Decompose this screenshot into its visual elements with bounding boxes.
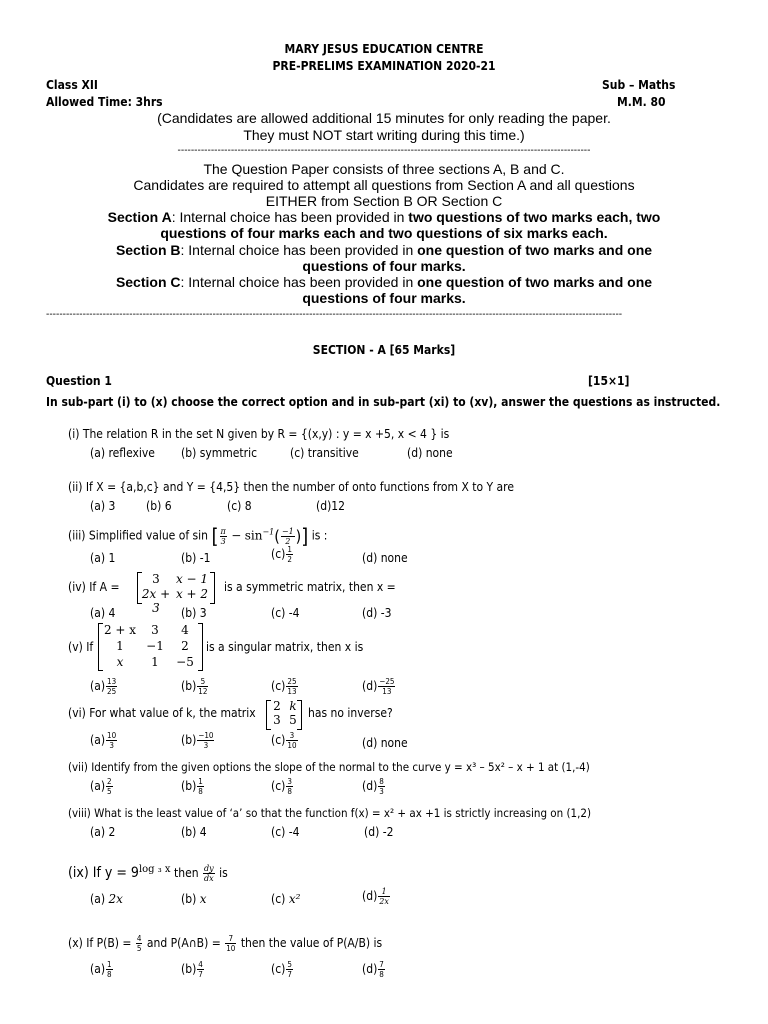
option-a: (a) 3 <box>90 499 116 513</box>
matrix-cell: k <box>289 699 297 713</box>
numerator: 5 <box>287 960 292 969</box>
numerator: 1 <box>107 960 112 969</box>
option-label: (c) <box>271 962 286 976</box>
matrix-cell: x <box>116 655 124 669</box>
fraction <box>286 545 293 564</box>
option-a <box>90 677 118 696</box>
matrix-cell: x + 2 <box>175 587 209 601</box>
denominator: 8 <box>198 787 203 796</box>
section-a-label: Section A <box>107 209 172 225</box>
numerator: 25 <box>287 677 297 686</box>
fraction <box>378 777 385 796</box>
class-label: Class XII <box>46 78 98 92</box>
fraction <box>378 887 390 906</box>
fraction <box>106 731 117 750</box>
question-viii: (viii) What is the least value of ‘a’ so that the function f(x) = x² + ax +1 is strictly increasing on (1,2) <box>68 806 592 820</box>
section-c-choice <box>0 274 768 290</box>
option-d <box>362 777 386 796</box>
question-vi-prefix: (vi) For what value of k, the matrix <box>68 706 256 720</box>
denominator: 10 <box>226 944 236 953</box>
exponent: log ₃ x <box>138 864 171 875</box>
question-text: (iii) Simplified value of sin <box>68 528 209 543</box>
section-c-bold-1: one question of two marks and one <box>417 274 653 290</box>
denominator: 2x <box>379 897 389 906</box>
question-text-mid: and P(A∩B) = <box>146 936 221 950</box>
option-b <box>181 677 209 696</box>
exam-title: PRE-PRELIMS EXAMINATION 2020-21 <box>272 59 496 73</box>
question-label: Question 1 <box>46 374 112 388</box>
denominator: 7 <box>198 970 203 979</box>
section-b-text: : Internal choice has been provided in <box>180 242 418 258</box>
section-c-text: : Internal choice has been provided in <box>180 274 418 290</box>
fraction <box>203 864 215 883</box>
question-vi-text: has no inverse? <box>308 706 393 720</box>
question-x <box>68 934 382 953</box>
fraction <box>378 677 395 696</box>
question-v-prefix: (v) If <box>68 640 94 654</box>
fraction <box>281 527 295 546</box>
numerator: 2 <box>107 777 112 786</box>
option-b <box>181 892 207 906</box>
option-a: (a) 4 <box>90 606 116 620</box>
denominator: 3 <box>379 787 384 796</box>
subject-label: Sub – Maths <box>602 78 676 92</box>
denominator: 13 <box>287 687 297 696</box>
numerator: 3 <box>287 777 292 786</box>
fraction <box>220 527 227 546</box>
fraction <box>136 934 143 953</box>
option-b: (b) 4 <box>181 825 207 839</box>
option-label: (a) <box>90 733 106 747</box>
fraction <box>106 960 113 979</box>
option-c <box>271 677 299 696</box>
denominator: 3 <box>203 741 209 750</box>
option-label: (b) <box>181 962 197 976</box>
option-label: (c) <box>271 779 286 793</box>
option-label: (b) <box>181 733 197 747</box>
numerator: 5 <box>197 677 208 687</box>
option-a <box>90 960 114 979</box>
school-name: MARY JESUS EDUCATION CENTRE <box>284 42 484 56</box>
fraction <box>106 777 113 796</box>
bracket-close: ] <box>301 524 309 548</box>
numerator: 7 <box>225 934 236 944</box>
fraction <box>197 960 204 979</box>
option-a <box>90 892 123 906</box>
option-c: (c) 8 <box>227 499 252 513</box>
option-label: (c) <box>271 547 286 561</box>
option-label: (a) <box>90 962 106 976</box>
option-label: (b) <box>181 892 197 906</box>
numerator: −25 <box>379 677 395 686</box>
matrix-cell: 2 + x <box>103 623 137 637</box>
matrix-cell: 3 <box>273 713 281 727</box>
option-c <box>271 960 294 979</box>
denominator: 3 <box>220 536 226 546</box>
fraction <box>197 777 204 796</box>
instruction: In sub-part (i) to (x) choose the correct option and in sub-part (xi) to (xv), answer the questions as instructed. <box>46 395 721 409</box>
allowed-time: Allowed Time: 3hrs <box>46 95 163 109</box>
option-c <box>271 777 294 796</box>
matrix-cell: 2 <box>181 639 189 653</box>
fraction <box>225 934 236 953</box>
option-b: (b) 6 <box>146 499 172 513</box>
matrix-bracket-right <box>210 572 215 604</box>
matrix-cell: −1 <box>146 639 164 653</box>
denominator: 25 <box>107 687 117 696</box>
matrix-cell: x − 1 <box>175 572 209 586</box>
option-b <box>181 777 205 796</box>
numerator: 7 <box>379 960 384 969</box>
option-label: (d) <box>362 962 378 976</box>
question-iv-prefix: (iv) If A = <box>68 580 120 594</box>
numerator: 13 <box>107 677 117 686</box>
question-v-text: is a singular matrix, then x is <box>206 640 364 654</box>
numerator: 1 <box>198 777 203 786</box>
option-d: (d) -3 <box>362 606 392 620</box>
option-label: (c) <box>271 733 286 747</box>
fraction <box>197 731 214 750</box>
option-b: (b) -1 <box>181 551 211 565</box>
numerator: 3 <box>286 731 297 741</box>
option-c <box>271 892 300 906</box>
matrix-cell: 2 <box>273 699 281 713</box>
fraction <box>106 677 117 696</box>
matrix-cell: 4 <box>181 623 189 637</box>
structure-line-2: Candidates are required to attempt all questions from Section A and all questions <box>133 177 635 193</box>
question-text: (x) If P(B) = <box>68 936 132 950</box>
numerator: π <box>220 526 226 536</box>
matrix-cell: 2x + 3 <box>141 587 171 615</box>
section-a-bold-1: two questions of two marks each, two <box>408 209 661 225</box>
fraction <box>286 960 293 979</box>
denominator: 2 <box>285 536 291 546</box>
question-ii: (ii) If X = {a,b,c} and Y = {4,5} then the number of onto functions from X to Y are <box>68 480 514 494</box>
section-c-bold-2: questions of four marks. <box>302 290 466 306</box>
paren-open: ( <box>274 526 280 546</box>
denominator: 8 <box>107 970 112 979</box>
denominator: 13 <box>382 687 392 696</box>
numerator: 1 <box>287 545 292 554</box>
fraction <box>286 677 297 696</box>
question-text-end: is <box>219 866 228 880</box>
option-value: x <box>199 892 207 906</box>
option-d: (d) none <box>407 446 453 460</box>
option-d: (d) none <box>362 736 408 750</box>
option-d <box>362 960 386 979</box>
fraction <box>286 731 297 750</box>
option-label: (d) <box>362 779 378 793</box>
option-c <box>271 545 294 564</box>
section-b-bold-2: questions of four marks. <box>302 258 466 274</box>
matrix-cell: 3 <box>151 623 159 637</box>
divider: ----------------------------------------------------------------------------------------------------------------------------------------------------------------------------- <box>46 309 623 320</box>
denominator: 3 <box>109 741 114 750</box>
structure-line-1: The Question Paper consists of three sections A, B and C. <box>203 161 565 177</box>
option-label: (d) <box>362 889 378 903</box>
fraction <box>378 960 385 979</box>
denominator: 8 <box>379 970 384 979</box>
numerator: 1 <box>378 887 390 897</box>
bracket-open: [ <box>211 524 219 548</box>
denominator: 5 <box>107 787 112 796</box>
fraction <box>286 777 293 796</box>
option-c: (c) -4 <box>271 606 300 620</box>
option-a: (a) 1 <box>90 551 116 565</box>
denominator: dx <box>204 874 214 883</box>
option-d: (d) none <box>362 551 408 565</box>
option-d <box>362 887 391 906</box>
option-label: (a) <box>90 779 106 793</box>
option-label: (a) <box>90 679 106 693</box>
numerator: 8 <box>379 777 384 786</box>
sin-function: sin <box>244 528 263 543</box>
max-marks: M.M. 80 <box>617 95 666 109</box>
matrix-cell: 1 <box>116 639 124 653</box>
option-value: x² <box>288 892 301 906</box>
option-b <box>181 960 205 979</box>
option-b: (b) 3 <box>181 606 207 620</box>
question-iv-text: is a symmetric matrix, then x = <box>224 580 396 594</box>
section-b-choice <box>0 242 768 258</box>
fraction <box>197 677 208 696</box>
option-b: (b) symmetric <box>181 446 258 460</box>
option-c <box>271 731 299 750</box>
question-text-end: is : <box>311 528 328 543</box>
minus-sign: − <box>231 528 242 543</box>
numerator: 10 <box>107 731 117 740</box>
option-d <box>362 677 396 696</box>
option-a <box>90 777 114 796</box>
denominator: 8 <box>287 787 292 796</box>
denominator: 12 <box>198 687 208 696</box>
option-label: (b) <box>181 679 197 693</box>
section-a-choice <box>0 209 768 225</box>
matrix-bracket-right <box>297 700 302 730</box>
matrix-bracket-right <box>198 623 203 671</box>
question-i: (i) The relation R in the set N given by R = {(x,y) : y = x +5, x < 4 } is <box>68 427 450 441</box>
numerator: 4 <box>136 934 142 943</box>
question-marks: [15×1] <box>588 374 630 388</box>
section-b-label: Section B <box>115 242 181 258</box>
inverse-superscript: −1 <box>262 527 275 537</box>
divider: ---------------------------------------------------------------------------------------------------------------------------- <box>177 145 591 156</box>
denominator: 2 <box>287 555 292 564</box>
paren-close: ) <box>295 526 302 546</box>
option-d: (d)12 <box>316 499 346 513</box>
reading-note-line-2: They must NOT start writing during this time.) <box>243 127 525 143</box>
question-vii: (vii) Identify from the given options the slope of the normal to the curve y = x³ – 5x² – x + 1 at (1,-4) <box>68 760 590 774</box>
numerator: 4 <box>198 960 203 969</box>
numerator: dy <box>204 864 214 873</box>
option-c: (c) -4 <box>271 825 300 839</box>
reading-note-line-1: (Candidates are allowed additional 15 minutes for only reading the paper. <box>157 110 611 126</box>
denominator: 7 <box>287 970 292 979</box>
option-a <box>90 731 118 750</box>
section-a-bold-2: questions of four marks each and two questions of six marks each. <box>160 225 608 241</box>
option-a: (a) 2 <box>90 825 116 839</box>
option-label: (c) <box>271 679 286 693</box>
option-c: (c) transitive <box>290 446 359 460</box>
option-label: (c) <box>271 892 286 906</box>
option-b <box>181 731 215 750</box>
option-label: (b) <box>181 779 197 793</box>
option-label: (a) <box>90 892 106 906</box>
section-b-bold-1: one question of two marks and one <box>417 242 653 258</box>
section-title: SECTION - A [65 Marks] <box>312 343 456 357</box>
numerator: −10 <box>198 731 214 740</box>
option-value: 2x <box>108 892 123 906</box>
denominator: 10 <box>287 741 297 750</box>
then-text: then <box>174 866 199 880</box>
question-ix <box>68 864 228 883</box>
matrix-cell: 3 <box>152 572 160 586</box>
question-text: (ix) If y = 9 <box>68 865 139 881</box>
option-d: (d) -2 <box>364 825 394 839</box>
option-a: (a) reflexive <box>90 446 155 460</box>
option-label: (d) <box>362 679 378 693</box>
section-c-label: Section C <box>115 274 181 290</box>
structure-line-3: EITHER from Section B OR Section C <box>265 193 503 209</box>
matrix-cell: 5 <box>289 713 297 727</box>
matrix-cell: −5 <box>176 655 194 669</box>
numerator: −1 <box>281 526 294 536</box>
question-text-end: then the value of P(A/B) is <box>240 936 383 950</box>
matrix-cell: 1 <box>151 655 159 669</box>
section-a-text: : Internal choice has been provided in <box>171 209 409 225</box>
denominator: 5 <box>136 944 142 953</box>
